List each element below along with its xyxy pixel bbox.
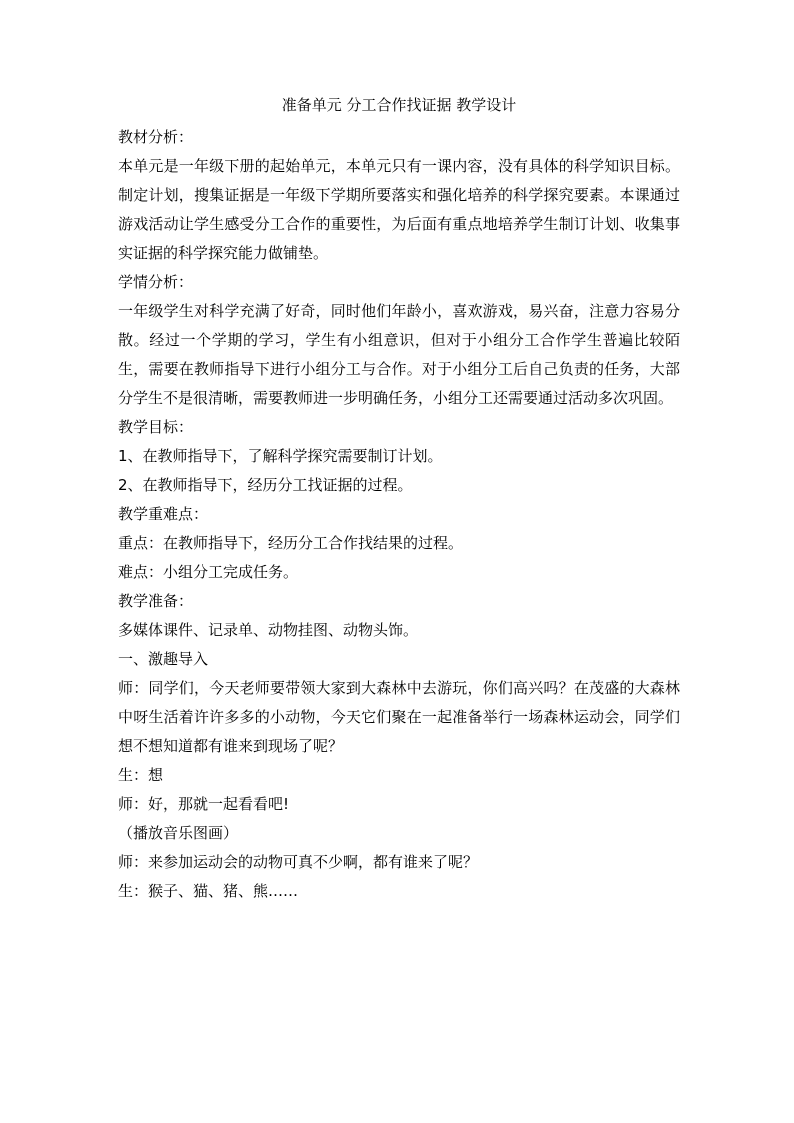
heading-preparation: 教学准备： bbox=[118, 592, 194, 610]
heading-introduction: 一、激趣导入 bbox=[118, 650, 209, 668]
dialogue-teacher-3: 师：来参加运动会的动物可真不少啊，都有谁来了呢？ bbox=[118, 853, 479, 871]
stage-direction: （播放音乐图画） bbox=[118, 824, 239, 842]
dialogue-student-1: 生：想 bbox=[118, 766, 164, 784]
heading-key-points: 教学重难点： bbox=[118, 505, 209, 523]
document-page bbox=[118, 95, 680, 906]
heading-student-analysis: 学情分析： bbox=[118, 273, 194, 291]
paragraph-textbook-analysis: 本单元是一年级下册的起始单元，本单元只有一课内容，没有具体的科学知识目标。制定计划，搜集证据是一年级下学期所要落实和强化培养的科学探究要素。本课通过游戏活动让学生感受分工合作的重要性，为后面有重点地培养学生制订计划、收集事实证据的科学探究能力做铺垫。 bbox=[118, 157, 680, 262]
heading-textbook-analysis: 教材分析： bbox=[118, 128, 194, 146]
dialogue-teacher-2: 师：好，那就一起看看吧! bbox=[118, 795, 290, 813]
key-point: 重点：在教师指导下，经历分工合作找结果的过程。 bbox=[118, 534, 464, 552]
dialogue-student-2: 生：猴子、猫、猪、熊…… bbox=[118, 882, 299, 900]
goal-item-2: 2、在教师指导下，经历分工找证据的过程。 bbox=[118, 476, 413, 494]
heading-teaching-goals: 教学目标： bbox=[118, 418, 194, 436]
document-title: 准备单元 分工合作找证据 教学设计 bbox=[281, 96, 517, 114]
goal-item-1: 1、在教师指导下，了解科学探究需要制订计划。 bbox=[118, 447, 443, 465]
paragraph-student-analysis: 一年级学生对科学充满了好奇，同时他们年龄小，喜欢游戏，易兴奋，注意力容易分散。经过一个学期的学习，学生有小组意识，但对于小组分工合作学生普遍比较陌生，需要在教师指导下进行小组分工与合作。对于小组分工后自己负责的任务，大部分学生不是很清晰，需要教师进一步明确任务，小组分工还需要通过活动多次巩固。 bbox=[118, 302, 680, 407]
paragraph-preparation: 多媒体课件、记录单、动物挂图、动物头饰。 bbox=[118, 621, 419, 639]
difficult-point: 难点：小组分工完成任务。 bbox=[118, 563, 299, 581]
dialogue-teacher-1: 师：同学们，今天老师要带领大家到大森林中去游玩，你们高兴吗？在茂盛的大森林中呀生活着许许多多的小动物，今天它们聚在一起准备举行一场森林运动会，同学们想不想知道都有谁来到现场了呢？ bbox=[118, 679, 680, 755]
